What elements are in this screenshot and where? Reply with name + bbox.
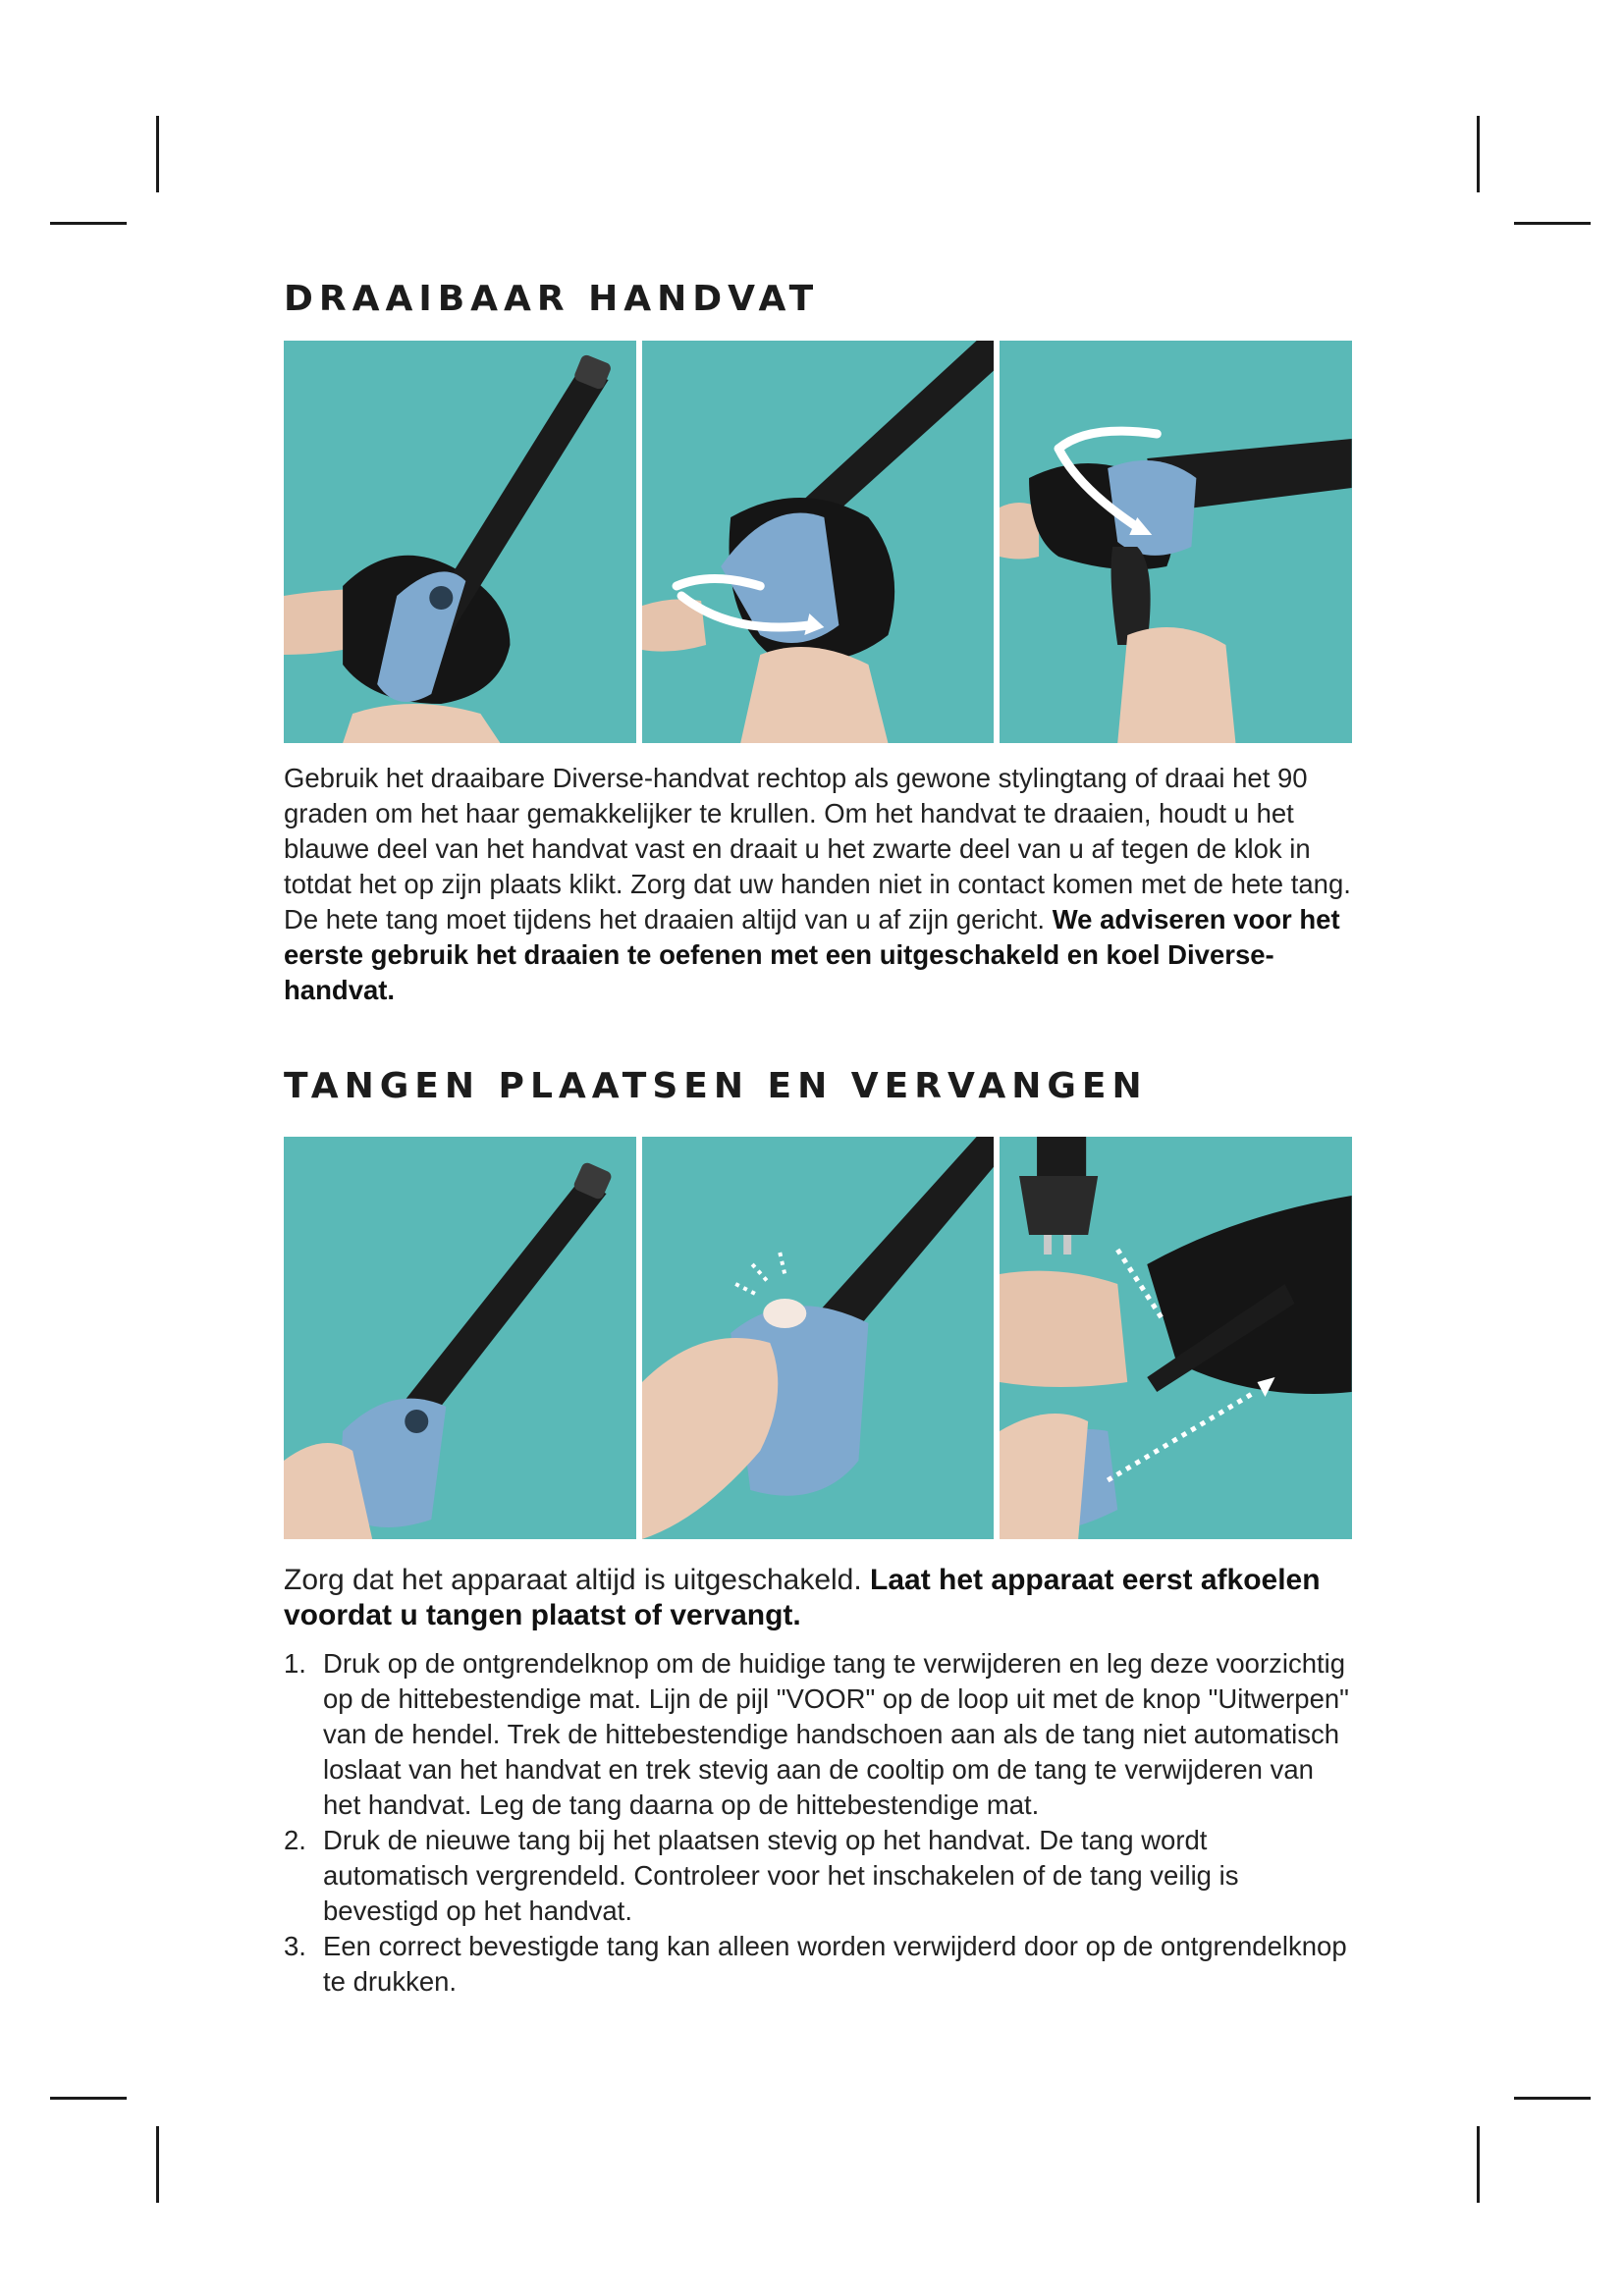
crop-mark-top-right-horizontal [1514,222,1591,225]
barrel-attached-photo [284,1137,636,1539]
step-item [284,1929,1356,2000]
step-item [284,1823,1356,1929]
step-text: Druk op de ontgrendelknop om de huidige tang te verwijderen en leg deze voorzichtig op de hittebestendige mat. Lijn de pijl "VOOR" op de loop uit met de knop "Uitwerpen" van de hendel. Trek de hittebestendige handschoen aan als de tang niet automatisch loslaat van het handvat en trek stevig aan de cooltip om de tang te verwijderen van het handvat. Leg de tang daarna op de hittebestendige mat. [323,1648,1349,1820]
step-text: Een correct bevestigde tang kan alleen worden verwijderd door op de ontgrendelknop te drukken. [323,1931,1347,1997]
rotating-handle-description [284,761,1356,1008]
release-button-photo [642,1137,995,1539]
section-title-barrels: TANGEN PLAATSEN EN VERVANGEN [284,1066,1148,1106]
barrels-lead-text: Zorg dat het apparaat altijd is uitgeschakeld. [284,1564,871,1596]
crop-mark-top-left-horizontal [50,222,127,225]
handle-rotated-photo [1000,341,1352,743]
crop-mark-top-right-vertical [1477,116,1480,192]
barrel-removal-photo [1000,1137,1352,1539]
barrels-steps-list [284,1646,1356,2000]
section-title-rotating-handle: DRAAIBAAR HANDVAT [284,279,820,319]
rotating-handle-bold-note: We adviseren voor het eerste gebruik het draaien te oefenen met een uitgeschakeld en koel Diverse-handvat. [284,904,1340,1005]
step-number: 1. [284,1648,306,1679]
crop-mark-top-left-vertical [156,116,159,192]
rotating-handle-text: Gebruik het draaibare Diverse-handvat rechtop als gewone stylingtang of draai het 90 graden om het haar gemakkelijker te krullen. Om het handvat te draaien, houdt u het blauwe deel van het handvat vast en draait u het zwarte deel van u af tegen de klok in totdat het op zijn plaats klikt. Zorg dat uw handen niet in contact komen met de hete tang. De hete tang moet tijdens het draaien altijd van u af zijn gericht. [284,763,1351,934]
handle-rotate-photo [642,341,995,743]
step-number: 2. [284,1825,306,1855]
barrels-photo-row [284,1137,1352,1539]
step-number: 3. [284,1931,306,1961]
step-text: Druk de nieuwe tang bij het plaatsen stevig op het handvat. De tang wordt automatisch vergrendeld. Controleer voor het inschakelen of de tang veilig is bevestigd op het handvat. [323,1825,1239,1926]
barrels-lead-bold: Laat het apparaat eerst afkoelen voordat u tangen plaatst of vervangt. [284,1564,1321,1631]
barrels-lead [284,1563,1356,1633]
step-item [284,1646,1356,1823]
rotating-handle-photo-row [284,341,1352,743]
crop-mark-bottom-left-horizontal [50,2097,127,2100]
crop-mark-bottom-left-vertical [156,2126,159,2203]
handle-straight-photo [284,341,636,743]
crop-mark-bottom-right-horizontal [1514,2097,1591,2100]
crop-mark-bottom-right-vertical [1477,2126,1480,2203]
